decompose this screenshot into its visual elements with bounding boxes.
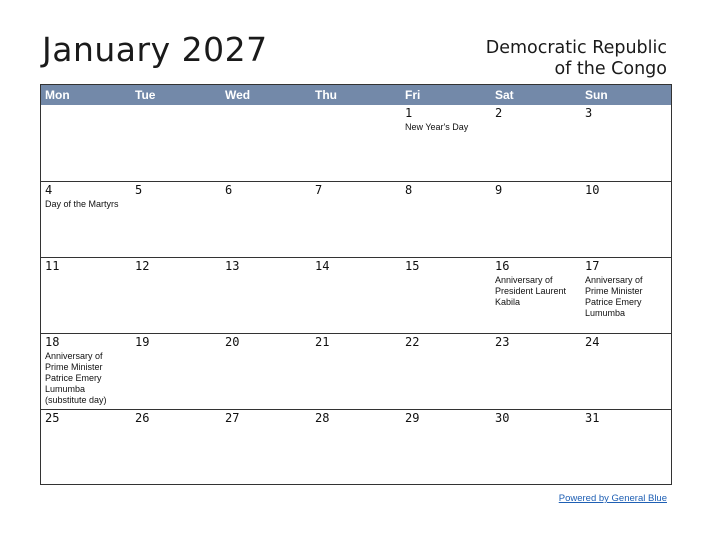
day-number: 27: [225, 411, 240, 425]
week-row: [41, 105, 671, 181]
day-cell[interactable]: [581, 182, 671, 257]
day-cell[interactable]: [41, 258, 131, 333]
day-number: 3: [585, 106, 593, 120]
day-cell[interactable]: [311, 334, 401, 409]
day-cell[interactable]: [41, 334, 131, 409]
day-number: 26: [135, 411, 150, 425]
weekday-tue: Tue: [135, 88, 156, 102]
day-number: 13: [225, 259, 240, 273]
day-number: 29: [405, 411, 420, 425]
day-cell[interactable]: [581, 105, 671, 181]
day-cell[interactable]: [221, 182, 311, 257]
day-number: 2: [495, 106, 503, 120]
day-number: 9: [495, 183, 503, 197]
day-number: 8: [405, 183, 413, 197]
day-cell[interactable]: [401, 182, 491, 257]
day-number: 11: [45, 259, 60, 273]
day-cell[interactable]: [491, 334, 581, 409]
day-number: 14: [315, 259, 330, 273]
calendar-grid: [40, 84, 672, 485]
week-row: [41, 257, 671, 333]
day-number: 21: [315, 335, 330, 349]
day-cell[interactable]: [131, 334, 221, 409]
day-cell[interactable]: [491, 410, 581, 485]
day-cell[interactable]: [401, 258, 491, 333]
day-number: 15: [405, 259, 420, 273]
country-line-1: Democratic Republic: [485, 38, 667, 58]
day-cell[interactable]: [221, 334, 311, 409]
holiday-label: Anniversary of President Laurent Kabila: [495, 275, 567, 307]
day-number: 16: [495, 259, 510, 273]
holiday-label: Anniversary of Prime Minister Patrice Emery Lumumba: [585, 275, 643, 318]
weeks-container: [41, 105, 671, 485]
weekday-mon: Mon: [45, 88, 70, 102]
day-number: 31: [585, 411, 600, 425]
day-cell[interactable]: [581, 410, 671, 485]
day-cell[interactable]: [581, 334, 671, 409]
day-number: 28: [315, 411, 330, 425]
day-cell[interactable]: [41, 182, 131, 257]
week-row: [41, 409, 671, 485]
day-number: 6: [225, 183, 233, 197]
weekday-header-row: [41, 85, 671, 105]
day-number: 18: [45, 335, 60, 349]
day-cell[interactable]: [221, 410, 311, 485]
day-cell[interactable]: [401, 105, 491, 181]
day-number: 20: [225, 335, 240, 349]
day-cell[interactable]: [401, 410, 491, 485]
day-number: 25: [45, 411, 60, 425]
day-number: 10: [585, 183, 600, 197]
day-cell[interactable]: [311, 258, 401, 333]
weekday-sat: Sat: [495, 88, 514, 102]
day-cell[interactable]: [581, 258, 671, 333]
holiday-label: New Year's Day: [405, 122, 469, 132]
day-cell[interactable]: [41, 105, 131, 181]
day-number: 1: [405, 106, 413, 120]
day-cell[interactable]: [491, 258, 581, 333]
day-cell[interactable]: [41, 410, 131, 485]
weekday-wed: Wed: [225, 88, 251, 102]
weekday-thu: Thu: [315, 88, 337, 102]
week-row: [41, 333, 671, 409]
day-number: 19: [135, 335, 150, 349]
day-number: 30: [495, 411, 510, 425]
powered-by-link[interactable]: Powered by General Blue: [558, 493, 667, 504]
day-number: 22: [405, 335, 420, 349]
holiday-label: Day of the Martyrs: [45, 199, 119, 209]
country-name: [486, 38, 667, 80]
day-cell[interactable]: [131, 410, 221, 485]
weekday-sun: Sun: [585, 88, 608, 102]
day-cell[interactable]: [221, 258, 311, 333]
week-row: [41, 181, 671, 257]
day-number: 4: [45, 183, 53, 197]
day-cell[interactable]: [131, 258, 221, 333]
day-cell[interactable]: [311, 182, 401, 257]
day-cell[interactable]: [491, 105, 581, 181]
day-number: 5: [135, 183, 143, 197]
day-number: 7: [315, 183, 323, 197]
day-cell[interactable]: [311, 410, 401, 485]
weekday-fri: Fri: [405, 88, 421, 102]
country-line-2: of the Congo: [554, 59, 667, 79]
page-title: January 2027: [42, 30, 268, 69]
holiday-label: Anniversary of Prime Minister Patrice Emery Lumumba (substitute day): [45, 351, 107, 405]
day-cell[interactable]: [311, 105, 401, 181]
day-number: 17: [585, 259, 600, 273]
day-cell[interactable]: [131, 105, 221, 181]
day-number: 12: [135, 259, 150, 273]
day-cell[interactable]: [131, 182, 221, 257]
day-number: 23: [495, 335, 510, 349]
day-number: 24: [585, 335, 600, 349]
day-cell[interactable]: [401, 334, 491, 409]
day-cell[interactable]: [491, 182, 581, 257]
day-cell[interactable]: [221, 105, 311, 181]
